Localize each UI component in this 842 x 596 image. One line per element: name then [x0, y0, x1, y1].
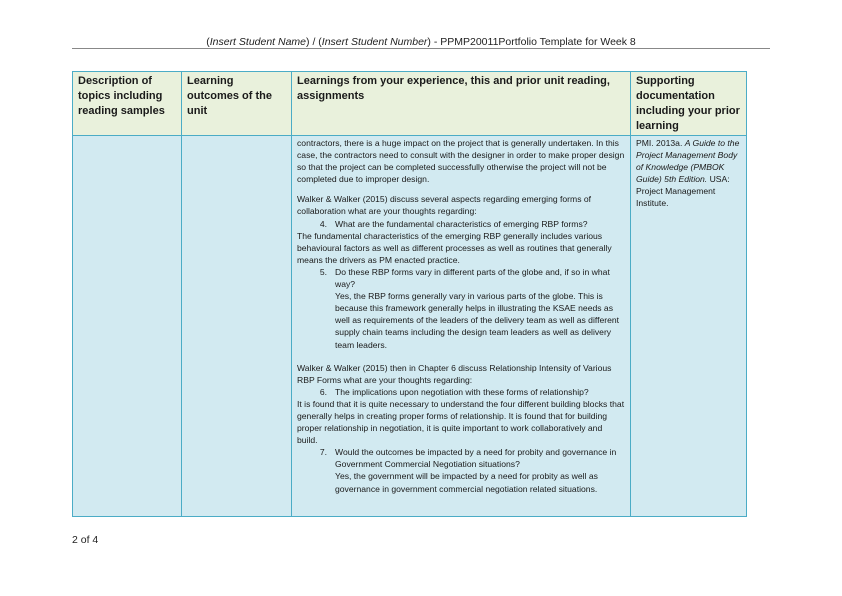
learnings-para-1: contractors, there is a huge impact on the project that is generally undertaken. In this case, the contractors need to consult with the designer in order to make proper design so that the project can be completed successfully otherwise the project will not be completed due to improper design. — [297, 138, 625, 185]
header-learning-outcomes: Learning outcomes of the unit — [182, 72, 292, 136]
header-supporting-docs: Supporting documentation including your prior learning — [631, 72, 747, 136]
learning-outcomes-cell — [182, 136, 292, 517]
answer-5: Yes, the RBP forms generally vary in various parts of the globe. This is because this framework generally helps in illustrating the KSAE needs as well as requirements of the leaders of the delivery team as well as different supply chain teams including the design team leaders as well as delivery team leaders. — [335, 291, 620, 350]
header-learnings: Learnings from your experience, this and prior unit reading, assignments — [292, 72, 631, 136]
description-cell — [73, 136, 182, 517]
list-item — [297, 446, 625, 470]
header-separator: ) / ( — [306, 36, 322, 48]
reference-prefix: PMI. 2013a. — [636, 138, 685, 148]
answer-7: Yes, the government will be impacted by a need for probity as well as governance in government commercial negotiation related situations. — [335, 471, 598, 494]
question-4: What are the fundamental characteristics of emerging RBP forms? — [335, 218, 588, 229]
table-header-row — [73, 72, 747, 136]
question-5: Do these RBP forms vary in different parts of the globe and, if so in what way? — [335, 266, 610, 290]
learnings-cell — [292, 136, 631, 517]
question-6-number: 6. — [319, 386, 327, 397]
answer-4: The fundamental characteristics of the emerging RBP generally includes various behavioural factors as well as different processes as well as routines that generally means the drivers as PM enacted practice. — [297, 230, 612, 265]
list-item — [297, 218, 625, 230]
reference-title: A Guide to the Project Management Body of Knowledge (PMBOK Guide) 5th Edition. — [636, 138, 740, 185]
page-number: 2 of 4 — [72, 534, 99, 546]
header-student-name: Insert Student Name — [209, 36, 307, 48]
portfolio-table — [72, 71, 747, 517]
question-7-number: 7. — [319, 447, 327, 458]
supporting-docs-cell — [631, 136, 747, 517]
header-title: ) - PPMP20011Portfolio Template for Week 8 — [427, 36, 636, 48]
question-5-number: 5. — [319, 266, 327, 277]
learnings-para-2: Walker & Walker (2015) discuss several aspects regarding emerging forms of collaboration what are your thoughts regarding: — [297, 194, 592, 217]
header-student-number: Insert Student Number — [321, 36, 428, 48]
header-open: ( — [206, 36, 210, 48]
list-item — [297, 266, 625, 290]
header-description: Description of topics including reading samples — [73, 72, 182, 136]
list-item — [297, 386, 625, 398]
question-4-number: 4. — [319, 218, 327, 229]
question-7: Would the outcomes be impacted by a need for probity and governance in Government Commercial Negotiation situations? — [335, 447, 617, 470]
learnings-para-3: Walker & Walker (2015) then in Chapter 6 discuss Relationship Intensity of Various RBP Forms what are your thoughts regarding: — [297, 362, 612, 385]
header-divider — [72, 48, 770, 49]
table-row — [73, 136, 747, 517]
page-header — [72, 36, 770, 48]
question-6: The implications upon negotiation with these forms of relationship? — [335, 386, 589, 397]
reference-suffix: USA: Project Management Institute. — [636, 174, 730, 209]
answer-6: It is found that it is quite necessary to understand the four different building blocks that generally helps in creating proper forms of relationship. It is found that for building proper relationship in negotiation, it is quite important to work collaboratively and build. — [297, 398, 625, 446]
